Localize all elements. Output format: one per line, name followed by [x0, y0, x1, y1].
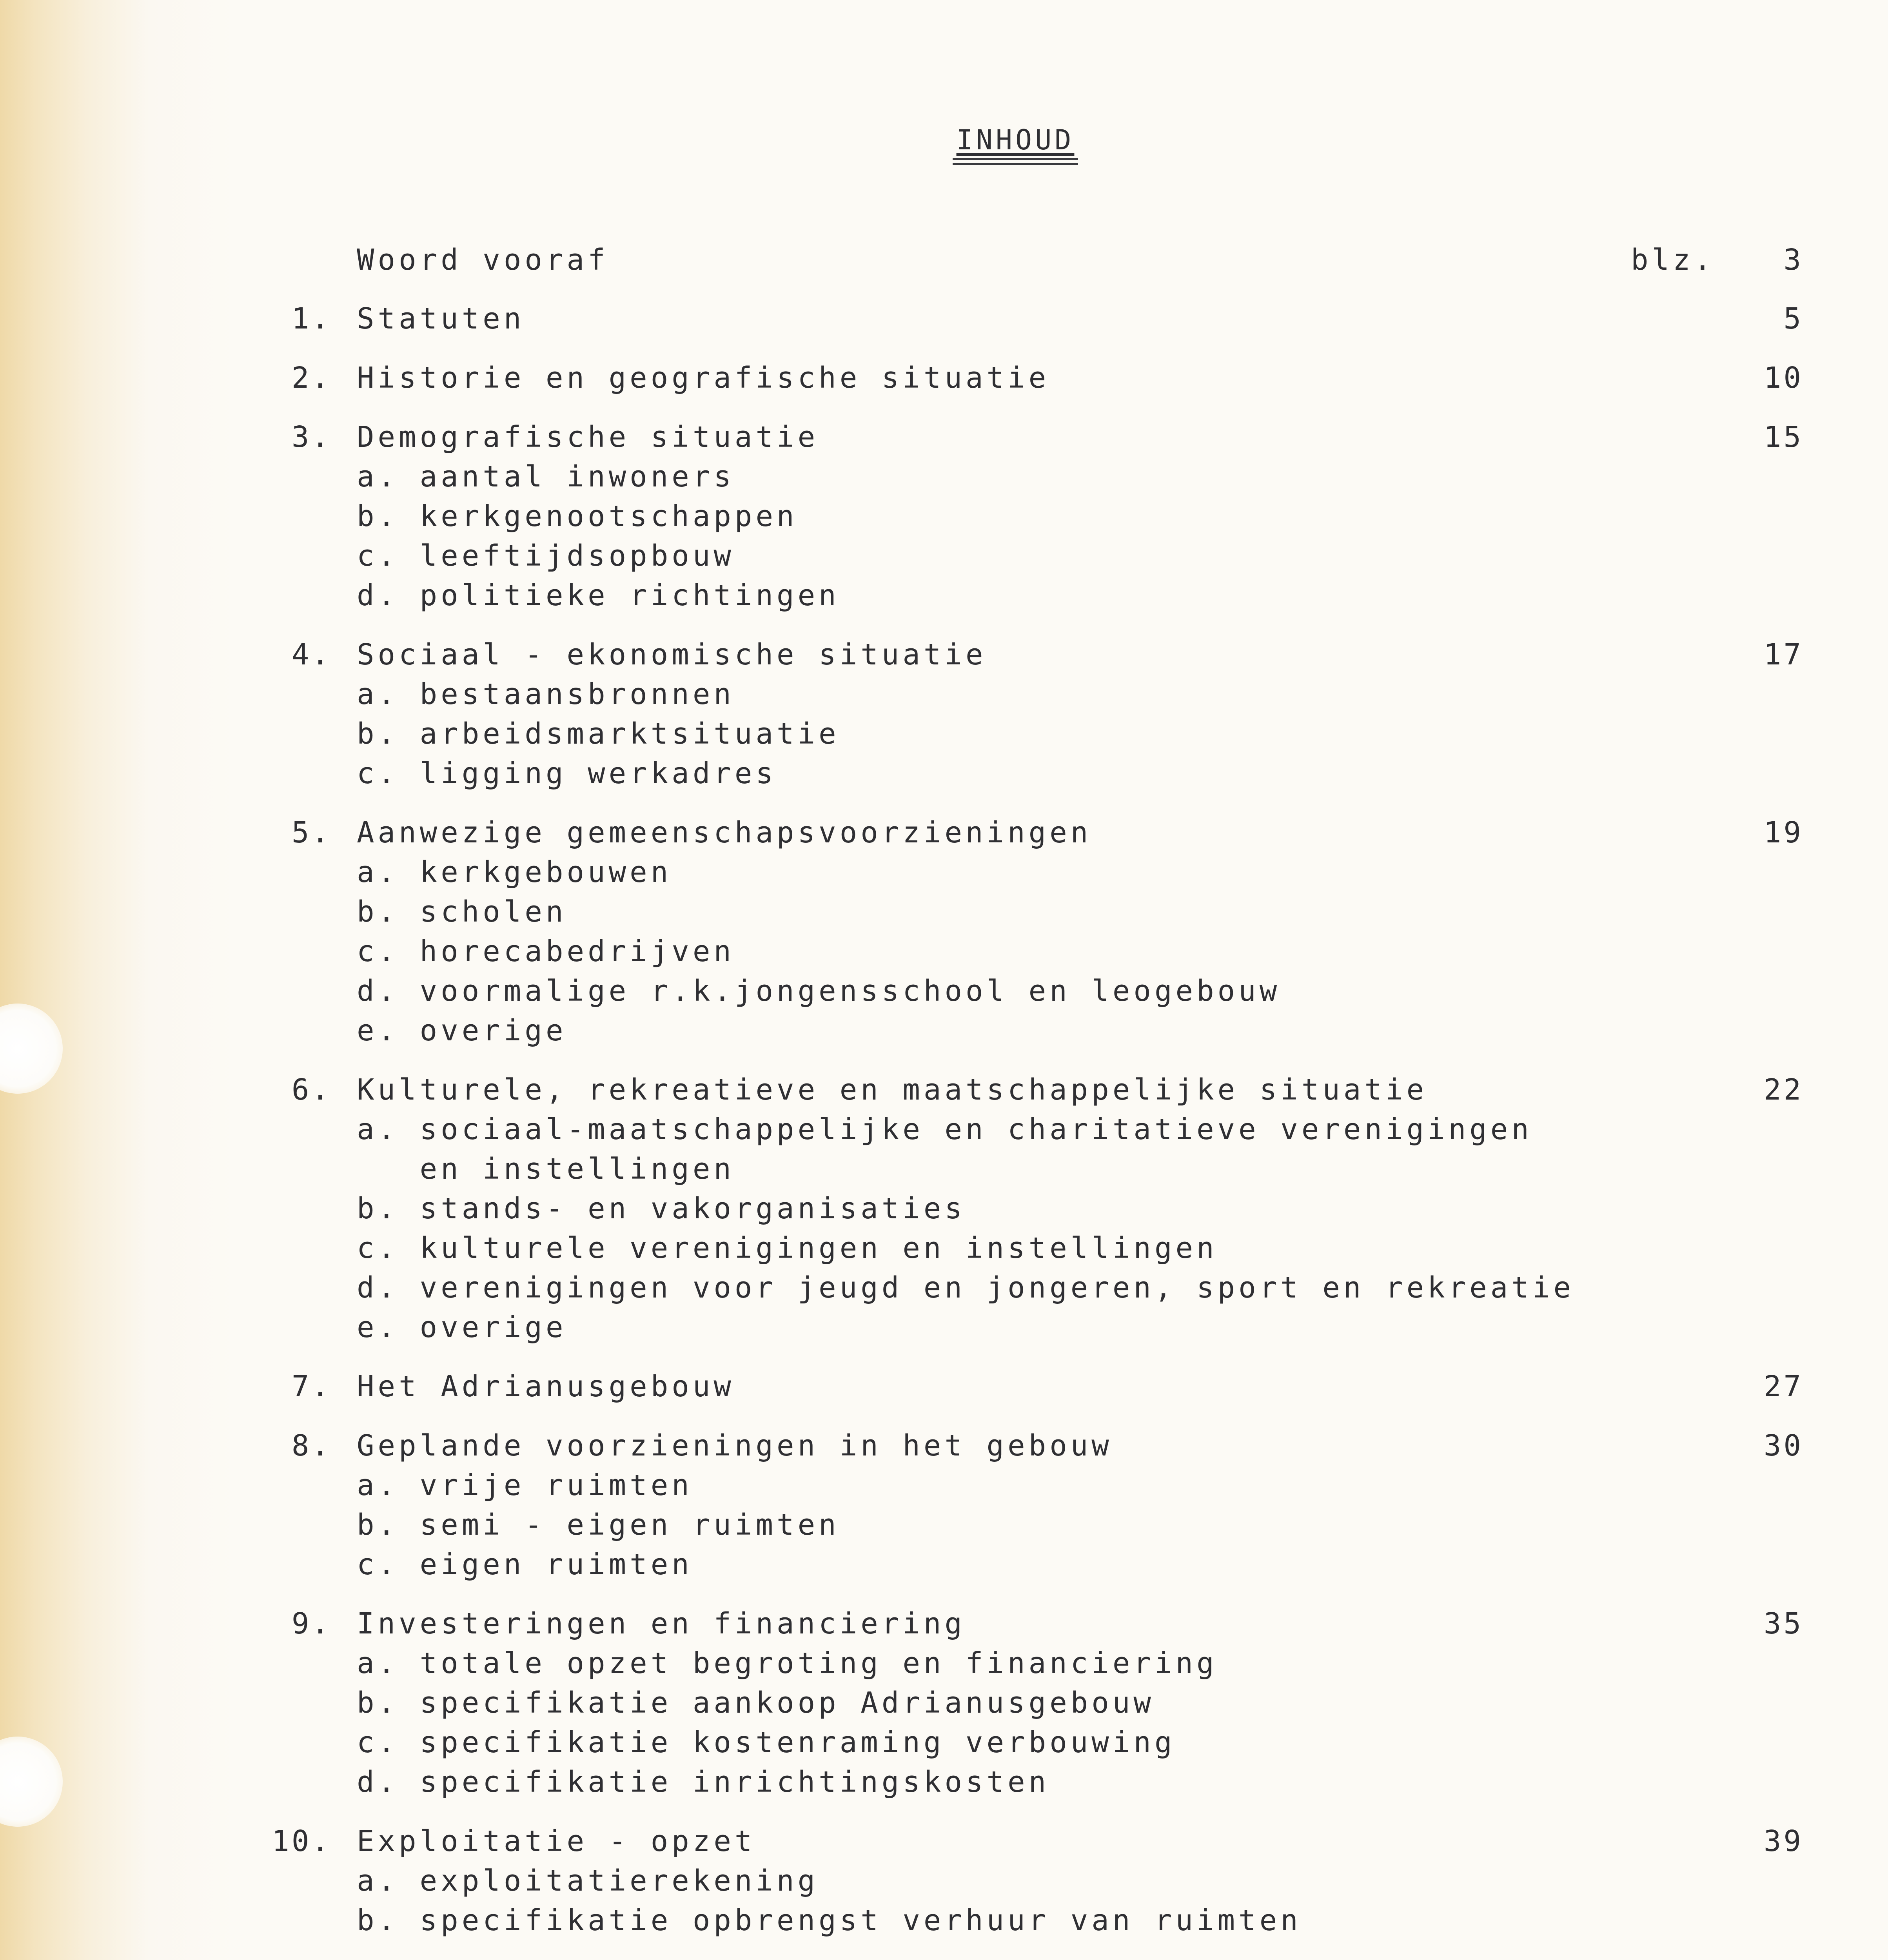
- chapter-title: Statuten: [357, 302, 525, 336]
- punch-hole-top: [0, 1004, 63, 1094]
- subsection-item: a. bestaansbronnen: [357, 677, 735, 711]
- chapter-title: Historie en geografische situatie: [357, 361, 1050, 395]
- chapter-title: Geplande voorzieningen in het gebouw: [357, 1429, 1113, 1463]
- chapter-page: 35: [1763, 1607, 1803, 1641]
- subsection-item: c. ligging werkadres: [357, 757, 777, 790]
- subsection-item: a. vrije ruimten: [357, 1468, 693, 1502]
- chapter-number: 4.: [291, 638, 331, 671]
- chapter-page: 39: [1763, 1824, 1803, 1858]
- chapter-number: 5.: [291, 816, 331, 849]
- chapter-number: 6.: [291, 1073, 331, 1107]
- chapter-title: Sociaal - ekonomische situatie: [357, 638, 987, 671]
- subsection-item: d. specifikatie inrichtingskosten: [357, 1765, 1050, 1799]
- chapter-page: 17: [1763, 638, 1803, 671]
- subsection-item: b. semi - eigen ruimten: [357, 1508, 840, 1542]
- subsection-item: e. overige: [357, 1310, 567, 1344]
- subsection-item: d. voormalige r.k.jongensschool en leogebouw: [357, 974, 1281, 1008]
- subsection-item: a. sociaal-maatschappelijke en charitatieve verenigingen: [357, 1112, 1532, 1146]
- chapter-title: Kulturele, rekreatieve en maatschappelijke situatie: [357, 1073, 1428, 1107]
- subsection-item: a. kerkgebouwen: [357, 855, 672, 889]
- subsection-item: c. horecabedrijven: [357, 935, 735, 968]
- chapter-page: 27: [1763, 1370, 1803, 1403]
- chapter-number: 1.: [291, 302, 331, 336]
- chapter-page: 15: [1763, 420, 1803, 454]
- toc-title: [953, 123, 1078, 165]
- subsection-item: en instellingen: [357, 1152, 735, 1186]
- subsection-item: b. stands- en vakorganisaties: [357, 1192, 966, 1225]
- subsection-item: b. kerkgenootschappen: [357, 499, 798, 533]
- foreword-blz: blz.: [1631, 243, 1715, 277]
- foreword-page: 3: [1783, 243, 1803, 277]
- subsection-item: d. verenigingen voor jeugd en jongeren, sport en rekreatie: [357, 1271, 1575, 1305]
- subsection-item: a. totale opzet begroting en financiering: [357, 1646, 1218, 1680]
- chapter-title: Exploitatie - opzet: [357, 1824, 756, 1858]
- chapter-page: 10: [1763, 361, 1803, 395]
- punch-hole-bottom: [0, 1737, 63, 1827]
- title-text: INHOUD: [956, 124, 1075, 156]
- chapter-page: 19: [1763, 816, 1803, 849]
- chapter-number: 9.: [291, 1607, 331, 1641]
- chapter-title: Het Adrianusgebouw: [357, 1370, 735, 1403]
- chapter-title: Demografische situatie: [357, 420, 819, 454]
- chapter-page: 5: [1783, 302, 1803, 336]
- subsection-item: c. kulturele verenigingen en instellingen: [357, 1231, 1218, 1265]
- chapter-page: 22: [1763, 1073, 1803, 1107]
- chapter-number: 10.: [272, 1824, 331, 1858]
- subsection-item: b. specifikatie opbrengst verhuur van ruimten: [357, 1904, 1302, 1937]
- subsection-item: b. arbeidsmarktsituatie: [357, 717, 840, 751]
- subsection-item: b. specifikatie aankoop Adrianusgebouw: [357, 1686, 1155, 1720]
- subsection-item: c. eigen ruimten: [357, 1548, 693, 1581]
- foreword-label: Woord vooraf: [357, 243, 609, 277]
- chapter-number: 3.: [291, 420, 331, 454]
- subsection-item: c. leeftijdsopbouw: [357, 539, 735, 573]
- chapter-page: 30: [1763, 1429, 1803, 1463]
- subsection-item: b. scholen: [357, 895, 567, 929]
- subsection-item: a. aantal inwoners: [357, 460, 735, 494]
- title-double-rule: [953, 158, 1078, 165]
- chapter-title: Investeringen en financiering: [357, 1607, 966, 1641]
- subsection-item: e. overige: [357, 1014, 567, 1047]
- chapter-number: 7.: [291, 1370, 331, 1403]
- subsection-item: a. exploitatierekening: [357, 1864, 819, 1898]
- chapter-number: 2.: [291, 361, 331, 395]
- subsection-item: d. politieke richtingen: [357, 579, 840, 612]
- chapter-title: Aanwezige gemeenschapsvoorzieningen: [357, 816, 1092, 849]
- subsection-item: c. specifikatie kostenraming verbouwing: [357, 1726, 1176, 1759]
- chapter-number: 8.: [291, 1429, 331, 1463]
